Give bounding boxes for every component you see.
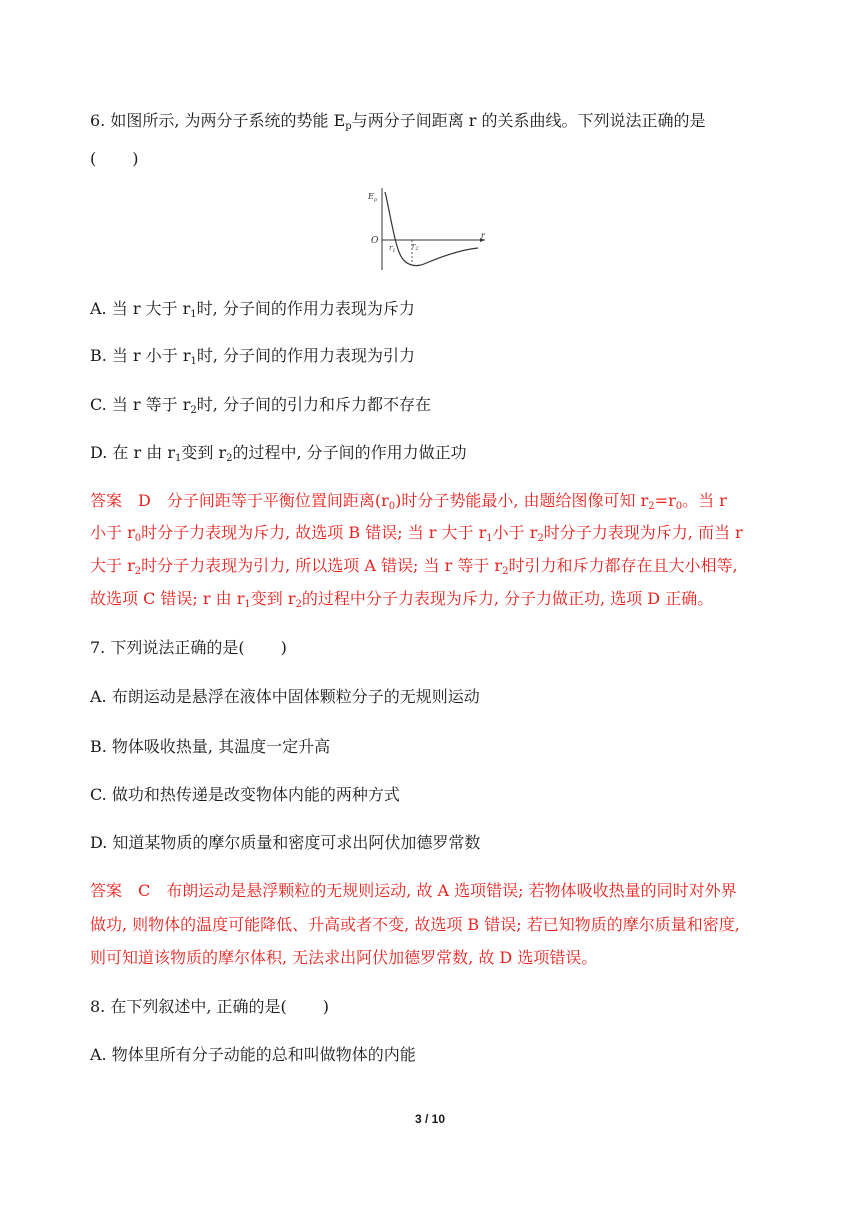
q7-option-d: D. 知道某物质的摩尔质量和密度可求出阿伏加德罗常数 xyxy=(90,833,481,852)
q6-answer-line-1: 答案 D 分子间距等于平衡位置间距离$(r_0)$时分子势能最小, 由题给图像可知 $r_2=r_0$。当 r xyxy=(90,491,727,512)
q7-option-b: B. 物体吸收热量, 其温度一定升高 xyxy=(90,737,331,756)
r2-label: $r_2$ xyxy=(412,242,419,252)
q6-answer-line-4: 故选项 C 错误; r 由 $r_1$变到 $r_2$的过程中分子力表现为斥力, 分子力做正功, 选项 D 正确。 xyxy=(90,589,714,610)
answer-choice: D xyxy=(138,491,151,510)
q7-stem: 7. 下列说法正确的是( ) xyxy=(90,638,287,657)
q7-answer-line-3: 则可知道该物质的摩尔体积, 无法求出阿伏加德罗常数, 故 D 选项错误。 xyxy=(90,948,598,967)
q6-answer-paren: ( ) xyxy=(90,149,139,168)
answer-label: 答案 xyxy=(90,881,123,900)
q7-answer-line-2: 做功, 则物体的温度可能降低、升高或者不变, 故选项 B 错误; 若已知物质的摩尔质量和密度, xyxy=(90,915,740,934)
q7-answer-line-1: 答案 C 布朗运动是悬浮颗粒的无规则运动, 故 A 选项错误; 若物体吸收热量的同时对外界 xyxy=(90,881,737,900)
q8-stem: 8. 在下列叙述中, 正确的是( ) xyxy=(90,997,330,1016)
r-axis-label: r xyxy=(481,231,485,240)
potential-curve xyxy=(385,192,478,266)
q6-option-a: A. 当 r 大于 $r_1$时, 分子间的作用力表现为斥力 xyxy=(90,299,415,320)
q6-option-b: B. 当 r 小于 $r_1$时, 分子间的作用力表现为引力 xyxy=(90,346,416,367)
answer-label: 答案 xyxy=(90,491,123,510)
q7-option-a: A. 布朗运动是悬浮在液体中固体颗粒分子的无规则运动 xyxy=(90,687,480,706)
q6-stem: 6. 如图所示, 为两分子系统的势能 $E_p$与两分子间距离 r 的关系曲线。下列说法正确的是 xyxy=(90,111,706,132)
q6-option-d: D. 在 r 由 $r_1$变到 $r_2$的过程中, 分子间的作用力做正功 xyxy=(90,443,467,464)
q6-answer-line-3: 大于 $r_2$时分子力表现为引力, 所以选项 A 错误; 当 r 等于 $r_2$时引力和斥力都存在且大小相等, xyxy=(90,556,738,577)
answer-choice: C xyxy=(138,881,151,900)
origin-label: O xyxy=(371,236,379,246)
page-number: 3 / 10 xyxy=(414,1112,446,1126)
q6-option-c: C. 当 r 等于 $r_2$时, 分子间的引力和斥力都不存在 xyxy=(90,395,431,416)
potential-energy-graph xyxy=(368,186,490,272)
q6-answer-line-2: 小于 $r_0$时分子力表现为斥力, 故选项 B 错误; 当 r 大于 $r_1$小于 $r_2$时分子力表现为斥力, 而当 r xyxy=(90,523,743,544)
ep-label: $E_p$ xyxy=(368,192,378,203)
q7-option-c: C. 做功和热传递是改变物体内能的两种方式 xyxy=(90,785,400,804)
r1-label: $r_1$ xyxy=(389,244,396,254)
q8-option-a: A. 物体里所有分子动能的总和叫做物体的内能 xyxy=(90,1045,416,1064)
